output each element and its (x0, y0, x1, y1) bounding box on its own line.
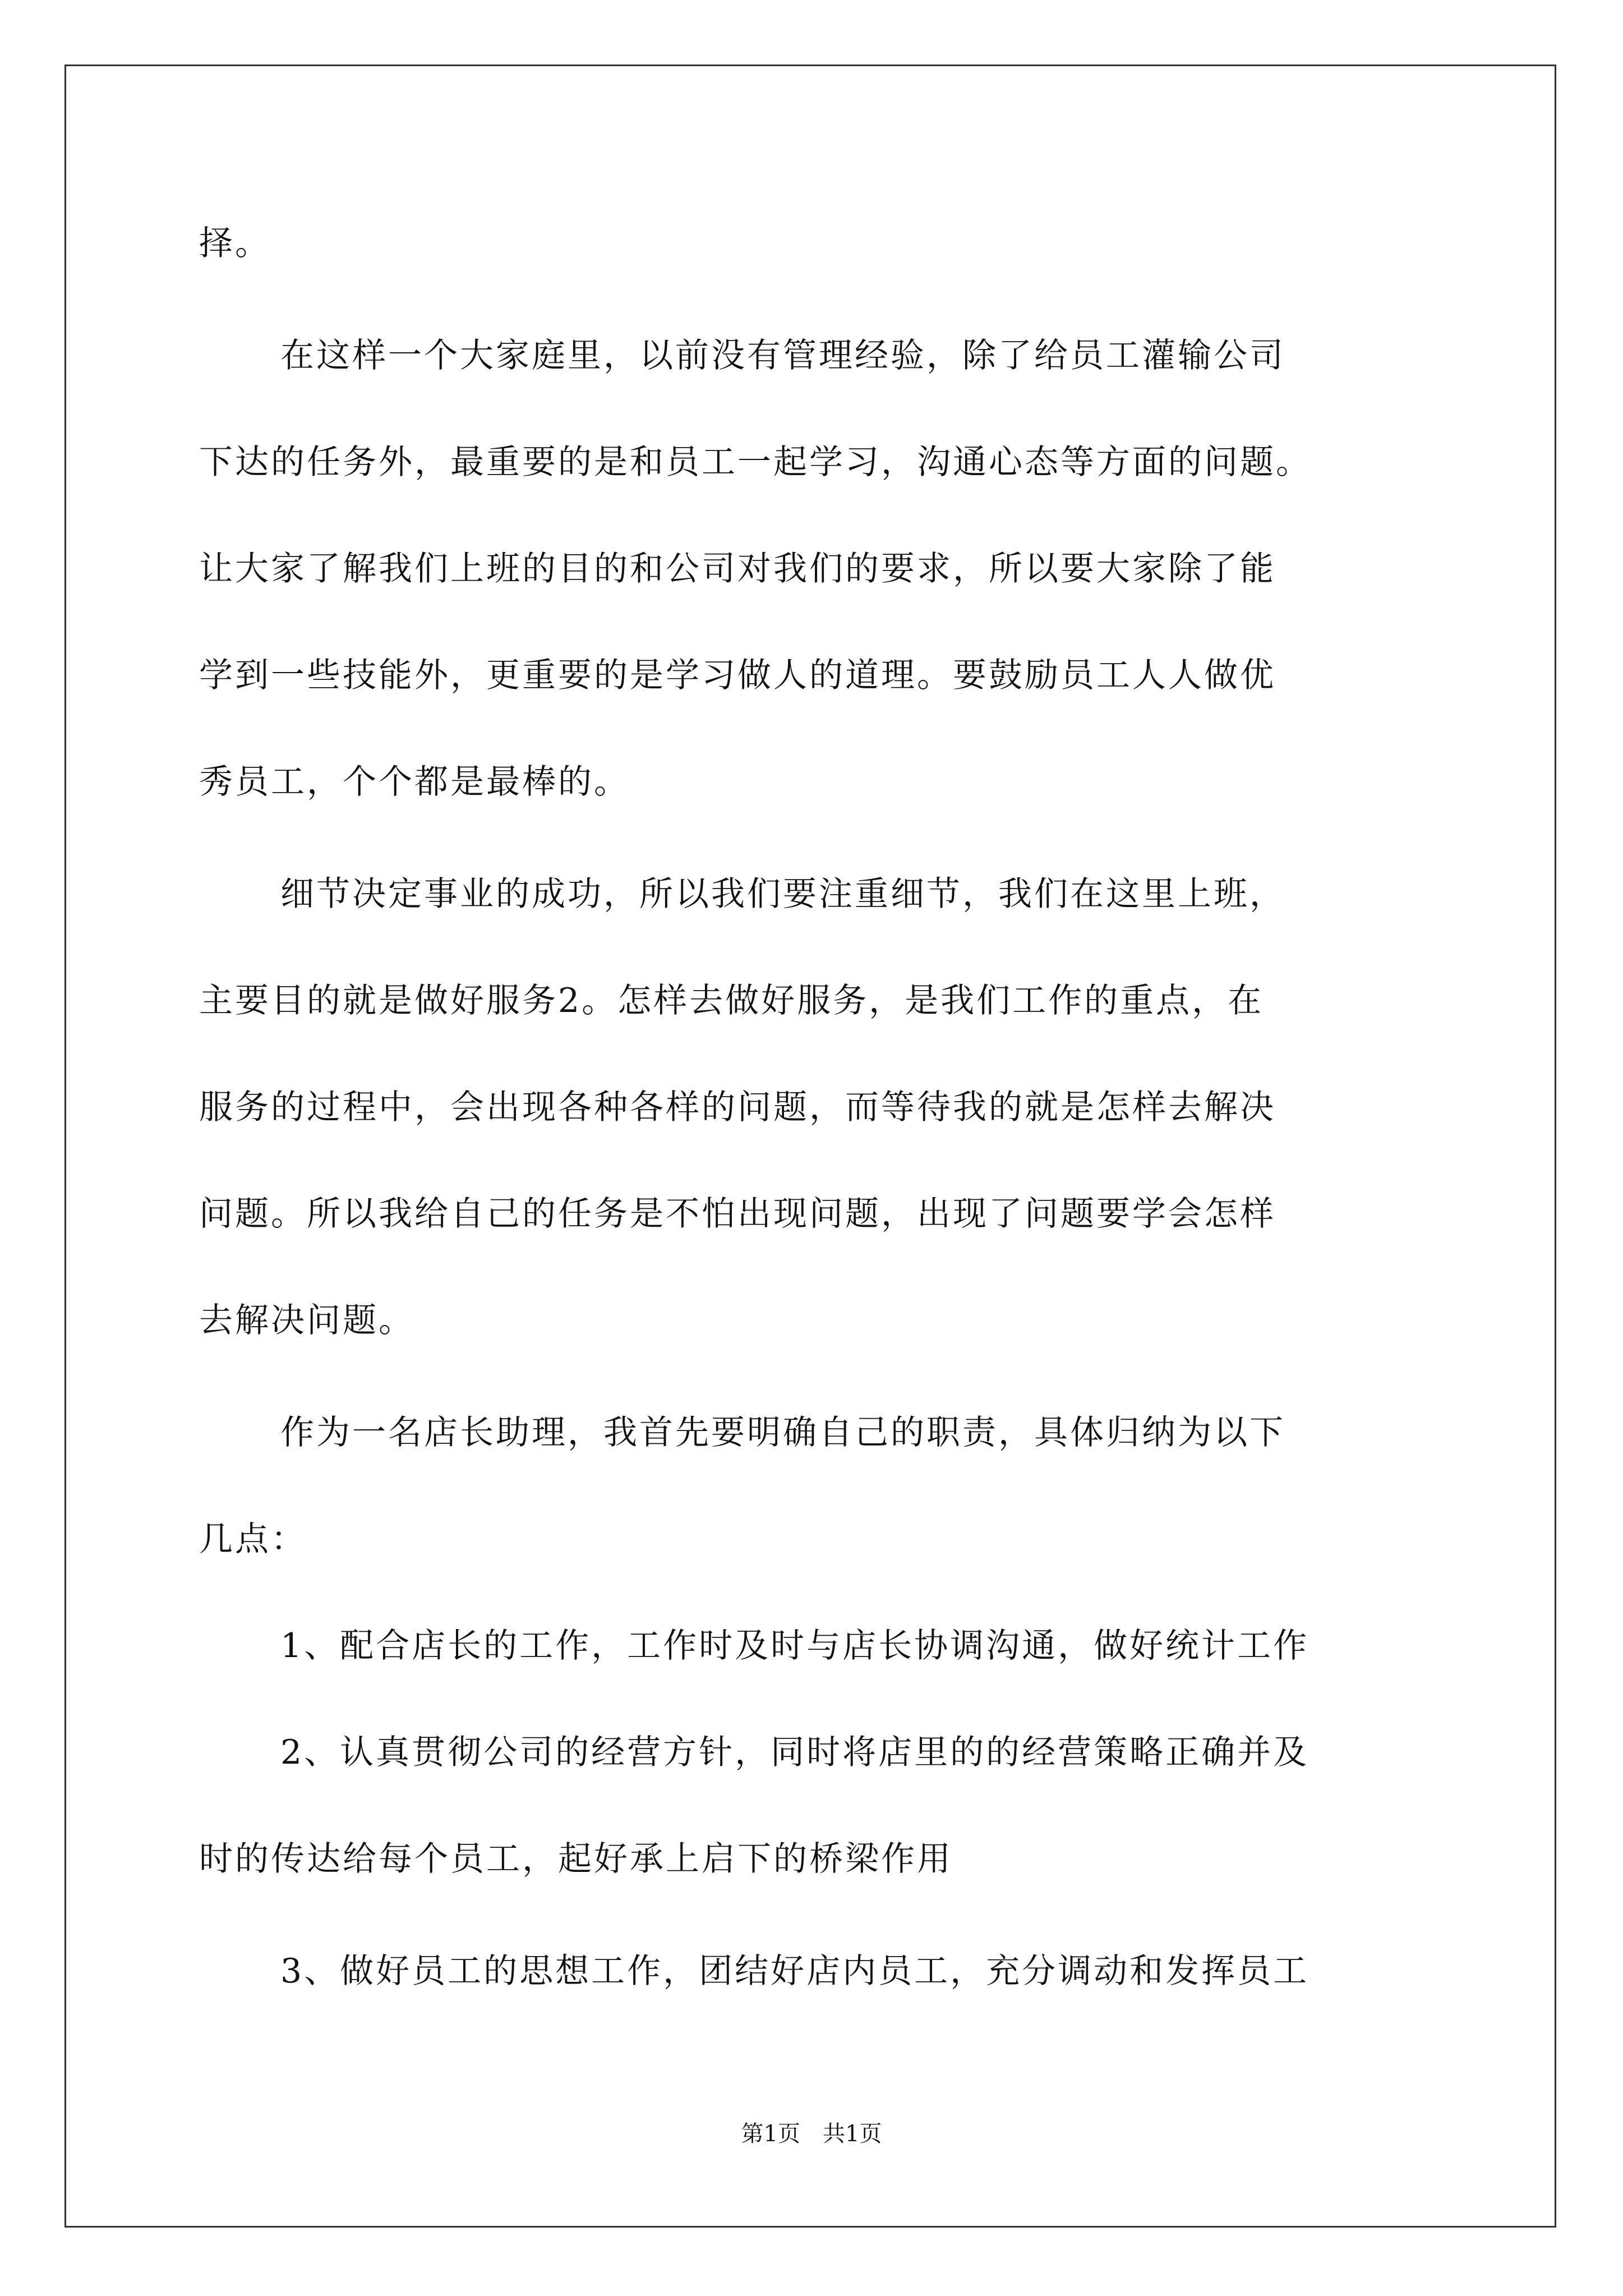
page-border (64, 65, 1556, 2228)
text-line: 服务的过程中，会出现各种各样的问题，而等待我的就是怎样去解决 (199, 1088, 1276, 1127)
text-line: 让大家了解我们上班的目的和公司对我们的要求，所以要大家除了能 (199, 549, 1276, 588)
text-line: 问题。所以我给自己的任务是不怕出现问题，出现了问题要学会怎样 (199, 1194, 1276, 1234)
text-line: 择。 (199, 224, 271, 263)
text-line: 学到一些技能外，更重要的是学习做人的道理。要鼓励员工人人做优 (199, 656, 1276, 695)
text-line: 作为一名店长助理，我首先要明确自己的职责，具体归纳为以下 (280, 1413, 1285, 1452)
text-line: 时的传达给每个员工，起好承上启下的桥梁作用 (199, 1839, 953, 1879)
text-line: 1、配合店长的工作，工作时及时与店长协调沟通，做好统计工作 (280, 1626, 1310, 1665)
text-line: 秀员工，个个都是最棒的。 (199, 762, 630, 802)
text-line: 细节决定事业的成功，所以我们要注重细节，我们在这里上班， (280, 875, 1285, 914)
text-line: 主要目的就是做好服务2。怎样去做好服务，是我们工作的重点，在 (199, 981, 1264, 1020)
page-footer: 第1页 共1页 (741, 2121, 882, 2147)
text-line: 几点： (199, 1520, 307, 1559)
text-line: 3、做好员工的思想工作，团结好店内员工，充分调动和发挥员工 (280, 1952, 1310, 1991)
text-line: 在这样一个大家庭里，以前没有管理经验，除了给员工灌输公司 (280, 336, 1285, 375)
text-line: 去解决问题。 (199, 1301, 414, 1340)
text-line: 2、认真贯彻公司的经营方针，同时将店里的的经营策略正确并及 (280, 1733, 1310, 1772)
text-line: 下达的任务外，最重要的是和员工一起学习，沟通心态等方面的问题。 (199, 443, 1312, 482)
